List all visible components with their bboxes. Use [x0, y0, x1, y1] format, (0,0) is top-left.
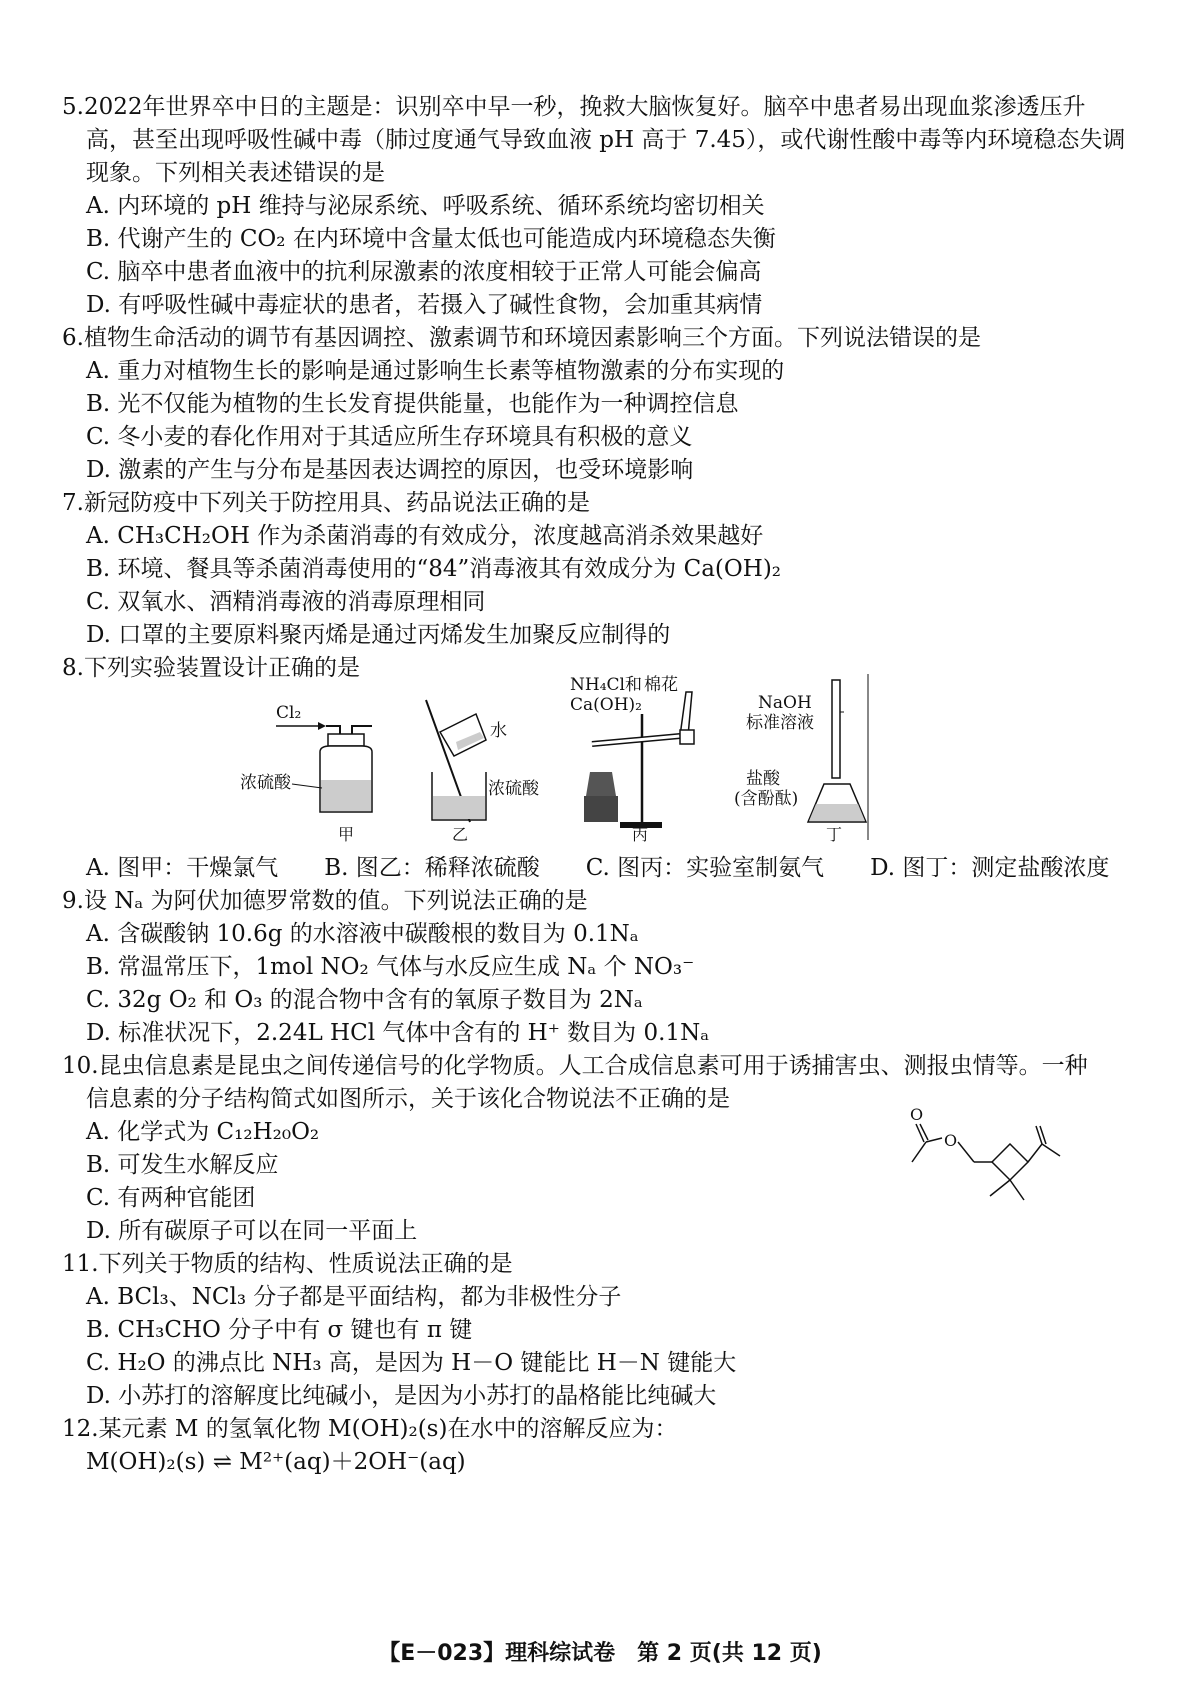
pheromone-molecule-structure	[890, 1100, 1070, 1210]
text-line-q7-b: B. 环境、餐具等杀菌消毒使用的“84”消毒液其有效成分为 Ca(OH)₂	[86, 556, 782, 582]
text-line-q11-d: D. 小苏打的溶解度比纯碱小，是因为小苏打的晶格能比纯碱大	[86, 1383, 717, 1409]
label-cotton: 棉花	[644, 675, 678, 695]
label-h2so4-a: 浓硫酸	[240, 773, 291, 793]
text-line-q6-b: B. 光不仅能为植物的生长发育提供能量，也能作为一种调控信息	[86, 391, 739, 417]
text-line-q7-a: A. CH₃CH₂OH 作为杀菌消毒的有效成分，浓度越高消杀效果越好	[86, 523, 764, 549]
figure-yi	[426, 700, 540, 844]
text-line-q5-c: C. 脑卒中患者血液中的抗利尿激素的浓度相较于正常人可能会偏高	[86, 259, 762, 285]
atom-o-ester: O	[944, 1131, 958, 1150]
text-line-q5-3: 现象。下列相关表述错误的是	[86, 160, 385, 186]
page-footer: 【E－023】理科综试卷 第 2 页(共 12 页)	[378, 1641, 822, 1666]
text-line-q10-2: 信息素的分子结构简式如图所示，关于该化合物说法不正确的是	[86, 1086, 730, 1112]
text-line-q6-a: A. 重力对植物生长的影响是通过影响生长素等植物激素的分布实现的	[86, 358, 785, 384]
text-line-q9-1: 9.设 Nₐ 为阿伏加德罗常数的值。下列说法正确的是	[62, 888, 588, 914]
text-line-q8-1: 8.下列实验装置设计正确的是	[62, 655, 360, 681]
label-h2so4-b: 浓硫酸	[488, 779, 539, 799]
label-water: 水	[490, 721, 507, 741]
text-line-q12-1: 12.某元素 M 的氢氧化物 M(OH)₂(s)在水中的溶解反应为：	[62, 1416, 678, 1442]
experiment-apparatus-figure	[240, 672, 880, 850]
text-line-q10-b: B. 可发生水解反应	[86, 1152, 279, 1178]
text-line-q5-b: B. 代谢产生的 CO₂ 在内环境中含量太低也可能造成内环境稳态失衡	[86, 226, 776, 252]
figure-ding	[734, 674, 868, 844]
caption-ding: 丁	[826, 825, 843, 844]
text-line-q10-1: 10.昆虫信息素是昆虫之间传递信号的化学物质。人工合成信息素可用于诱捕害虫、测报虫情等。一种	[62, 1053, 1088, 1079]
text-line-q6-c: C. 冬小麦的春化作用对于其适应所生存环境具有积极的意义	[86, 424, 693, 450]
text-line-q5-1: 5.2022年世界卒中日的主题是：识别卒中早一秒，挽救大脑恢复好。脑卒中患者易出现血浆渗透压升	[62, 94, 1086, 120]
label-naoh-1: NaOH	[758, 693, 812, 713]
label-hcl-1: 盐酸	[746, 769, 780, 789]
text-line-q5-2: 高，甚至出现呼吸性碱中毒（肺过度通气导致血液 pH 高于 7.45），或代谢性酸中毒等内环境稳态失调	[86, 127, 1126, 153]
text-line-q8-opts: A. 图甲：干燥氯气 B. 图乙：稀释浓硫酸 C. 图丙：实验室制氨气 D. 图丁：测定盐酸浓度	[86, 855, 1110, 881]
label-hcl-2: (含酚酞)	[734, 789, 799, 809]
text-line-q11-a: A. BCl₃、NCl₃ 分子都是平面结构，都为非极性分子	[86, 1284, 622, 1310]
label-cl2: Cl₂	[276, 703, 302, 723]
text-line-q7-c: C. 双氧水、酒精消毒液的消毒原理相同	[86, 589, 486, 615]
text-line-q10-d: D. 所有碳原子可以在同一平面上	[86, 1218, 418, 1244]
text-line-q11-c: C. H₂O 的沸点比 NH₃ 高，是因为 H－O 键能比 H－N 键能大	[86, 1350, 737, 1376]
caption-bing: 丙	[632, 825, 649, 844]
label-naoh-2: 标准溶液	[746, 713, 814, 733]
text-line-q12-2: M(OH)₂(s) ⇌ M²⁺(aq)＋2OH⁻(aq)	[86, 1449, 466, 1475]
figure-jia	[240, 703, 372, 844]
text-line-q5-d: D. 有呼吸性碱中毒症状的患者，若摄入了碱性食物，会加重其病情	[86, 292, 763, 318]
text-line-q9-d: D. 标准状况下，2.24L HCl 气体中含有的 H⁺ 数目为 0.1Nₐ	[86, 1020, 710, 1046]
atom-o-carbonyl: O	[910, 1105, 924, 1124]
caption-yi: 乙	[452, 825, 469, 844]
text-line-q5-a: A. 内环境的 pH 维持与泌尿系统、呼吸系统、循环系统均密切相关	[86, 193, 765, 219]
text-line-q9-b: B. 常温常压下，1mol NO₂ 气体与水反应生成 Nₐ 个 NO₃⁻	[86, 954, 695, 980]
label-nh4cl-2: Ca(OH)₂	[570, 695, 642, 715]
text-line-q9-a: A. 含碳酸钠 10.6g 的水溶液中碳酸根的数目为 0.1Nₐ	[86, 921, 639, 947]
label-nh4cl-1: NH₄Cl和	[570, 675, 642, 695]
text-line-q11-1: 11.下列关于物质的结构、性质说法正确的是	[62, 1251, 513, 1277]
text-line-q7-1: 7.新冠防疫中下列关于防控用具、药品说法正确的是	[62, 490, 590, 516]
text-line-q6-d: D. 激素的产生与分布是基因表达调控的原因，也受环境影响	[86, 457, 694, 483]
text-line-q6-1: 6.植物生命活动的调节有基因调控、激素调节和环境因素影响三个方面。下列说法错误的是	[62, 325, 981, 351]
text-line-q7-d: D. 口罩的主要原料聚丙烯是通过丙烯发生加聚反应制得的	[86, 622, 671, 648]
text-line-q10-c: C. 有两种官能团	[86, 1185, 256, 1211]
text-line-q11-b: B. CH₃CHO 分子中有 σ 键也有 π 键	[86, 1317, 473, 1343]
text-line-q10-a: A. 化学式为 C₁₂H₂₀O₂	[86, 1119, 320, 1145]
figure-bing	[570, 675, 694, 844]
text-line-q9-c: C. 32g O₂ 和 O₃ 的混合物中含有的氧原子数目为 2Nₐ	[86, 987, 643, 1013]
caption-jia: 甲	[338, 825, 355, 844]
